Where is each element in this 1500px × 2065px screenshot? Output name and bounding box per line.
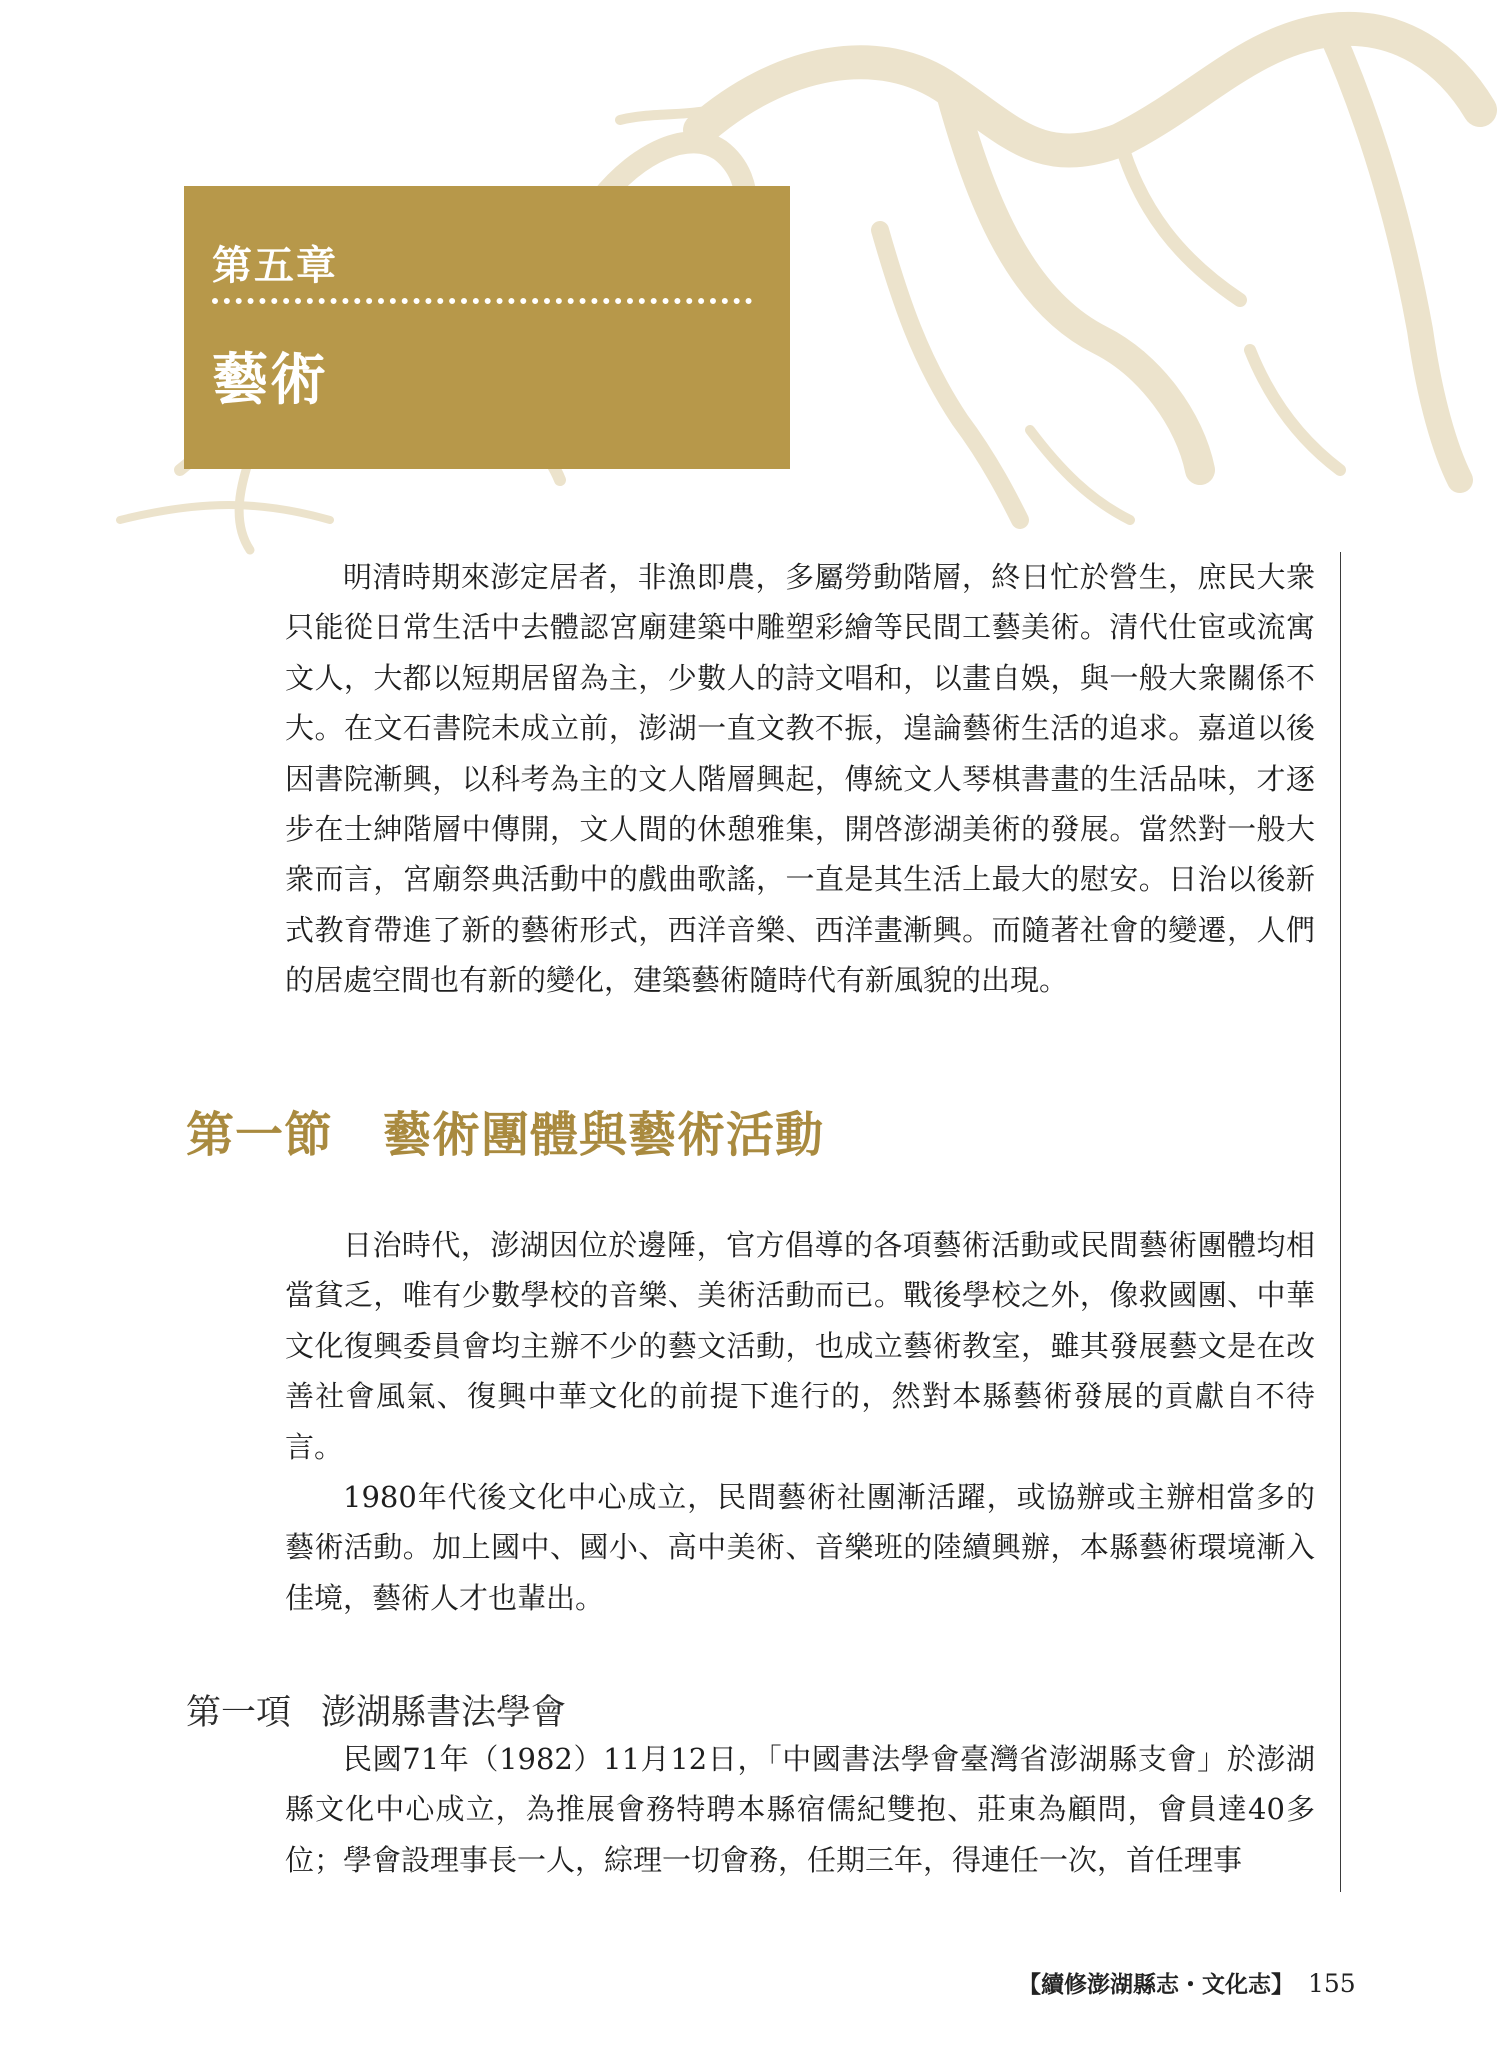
chapter-title: 藝術 xyxy=(212,347,328,413)
margin-rule xyxy=(1340,552,1341,1892)
section-heading xyxy=(186,1096,824,1165)
intro-paragraph: 明清時期來澎定居者，非漁即農，多屬勞動階層，終日忙於營生，庶民大衆只能從日常生活中去體認宮廟建築中雕塑彩繪等民間工藝美術。清代仕宦或流寓文人，大都以短期居留為主，少數人的詩文唱和，以畫自娛，與一般大衆關係不大。在文石書院未成立前，澎湖一直文教不振，遑論藝術生活的追求。嘉道以後因書院漸興，以科考為主的文人階層興起，傳統文人琴棋書畫的生活品味，才逐步在士紳階層中傳開，文人間的休憩雅集，開啓澎湖美術的發展。當然對一般大衆而言，宮廟祭典活動中的戲曲歌謠，一直是其生活上最大的慰安。日治以後新式教育帶進了新的藝術形式，西洋音樂、西洋畫漸興。而隨著社會的變遷，人們的居處空間也有新的變化，建築藝術隨時代有新風貌的出現。 xyxy=(285,560,1315,998)
item-title: 澎湖縣書法學會 xyxy=(321,1693,567,1733)
footer-book-title: 【續修澎湖縣志・文化志】 xyxy=(1018,1971,1294,1998)
section-paragraph-1: 日治時代，澎湖因位於邊陲，官方倡導的各項藝術活動或民間藝術團體均相當貧乏，唯有少數學校的音樂、美術活動而已。戰後學校之外，像救國團、中華文化復興委員會均主辦不少的藝文活動，也成立藝術教室，雖其發展藝文是在改善社會風氣、復興中華文化的前提下進行的，然對本縣藝術發展的貢獻自不待言。 xyxy=(285,1228,1315,1464)
page-number: 155 xyxy=(1308,1969,1356,1998)
item-label: 第一項 xyxy=(186,1693,292,1733)
section-title: 藝術團體與藝術活動 xyxy=(383,1107,825,1163)
section-paragraph-2: 1980年代後文化中心成立，民間藝術社團漸活躍，或協辦或主辦相當多的藝術活動。加上國中、國小、高中美術、音樂班的陸續興辦，本縣藝術環境漸入佳境，藝術人才也輩出。 xyxy=(285,1480,1315,1615)
chapter-divider xyxy=(212,298,752,304)
page-footer xyxy=(1018,1966,1356,1999)
chapter-header-box xyxy=(184,186,790,469)
item-heading xyxy=(186,1685,566,1735)
section-label: 第一節 xyxy=(186,1107,334,1163)
chapter-number: 第五章 xyxy=(212,242,338,289)
item-paragraph: 民國71年（1982）11月12日，「中國書法學會臺灣省澎湖縣支會」於澎湖縣文化中心成立，為推展會務特聘本縣宿儒紀雙抱、莊東為顧問，會員達40多位；學會設理事長一人，綜理一切會務，任期三年，得連任一次，首任理事 xyxy=(285,1742,1315,1877)
